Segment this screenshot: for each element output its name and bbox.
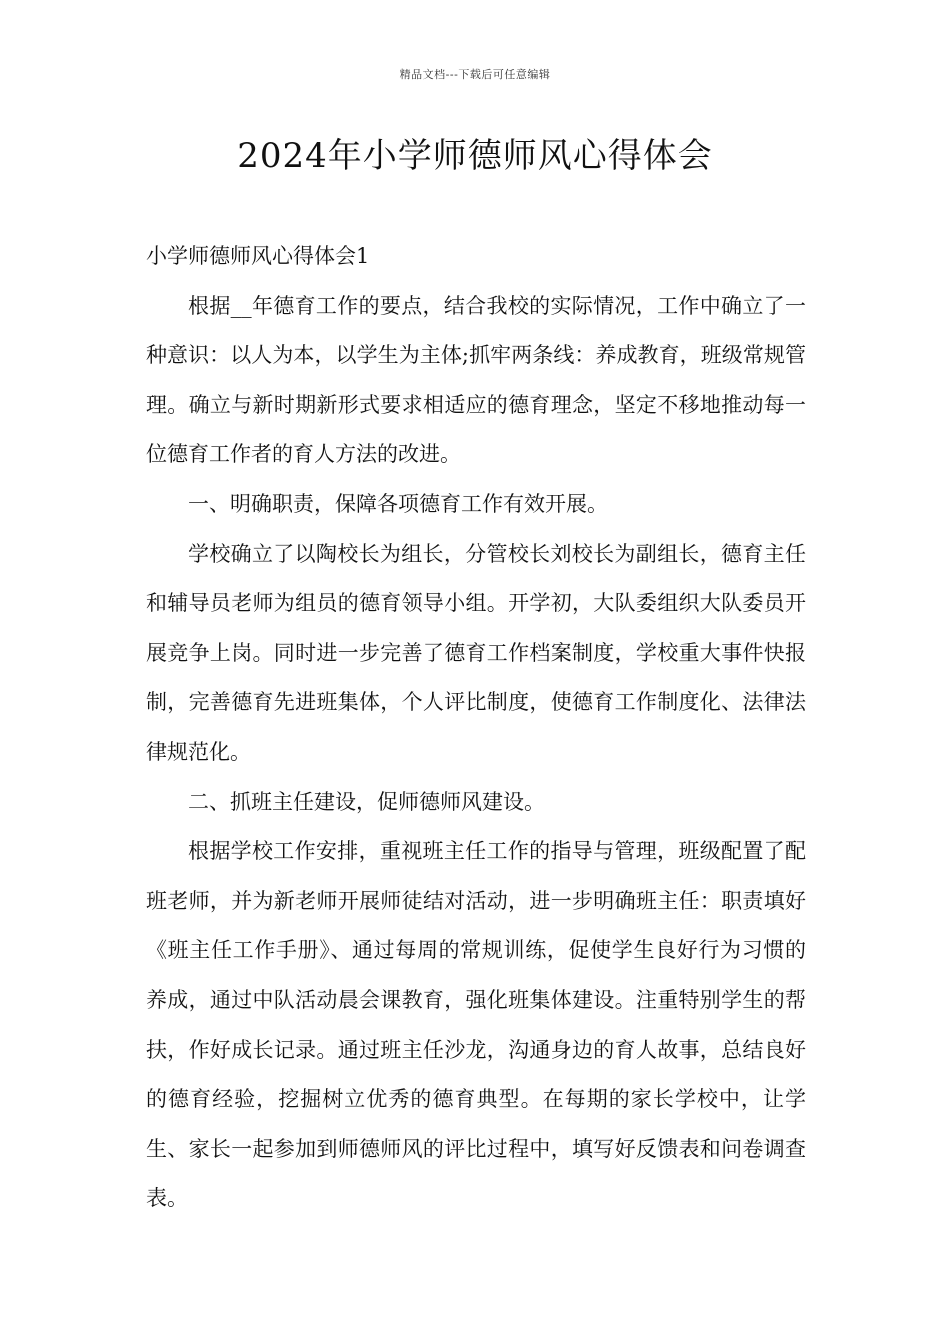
document-subtitle: 小学师德师风心得体会1 bbox=[146, 244, 370, 268]
document-body bbox=[146, 232, 806, 1224]
document-title: 2024年小学师德师风心得体会 bbox=[237, 136, 713, 176]
section-heading-2: 二、抓班主任建设，促师德师风建设。 bbox=[188, 789, 545, 814]
header-note: 精品文档---下载后可任意编辑 bbox=[399, 68, 551, 81]
paragraph-section-1: 学校确立了以陶校长为组长，分管校长刘校长为副组长，德育主任和辅导员老师为组员的德育领导小组。开学初，大队委组织大队委员开展竞争上岗。同时进一步完善了德育工作档案制度，学校重大事件快报制，完善德育先进班集体，个人评比制度，使德育工作制度化、法律法律规范化。 bbox=[146, 541, 806, 764]
paragraph-intro: 根据__年德育工作的要点，结合我校的实际情况，工作中确立了一种意识：以人为本，以学生为主体;抓牢两条线：养成教育，班级常规管理。确立与新时期新形式要求相适应的德育理念，坚定不移地推动每一位德育工作者的育人方法的改进。 bbox=[146, 293, 806, 467]
section-heading-1: 一、明确职责，保障各项德育工作有效开展。 bbox=[188, 491, 608, 516]
paragraph-section-2: 根据学校工作安排，重视班主任工作的指导与管理，班级配置了配班老师，并为新老师开展师徒结对活动，进一步明确班主任：职责填好《班主任工作手册》、通过每周的常规训练，促使学生良好行为习惯的养成，通过中队活动晨会课教育，强化班集体建设。注重特别学生的帮扶，作好成长记录。通过班主任沙龙，沟通身边的育人故事，总结良好的德育经验，挖掘树立优秀的德育典型。在每期的家长学校中，让学生、家长一起参加到师德师风的评比过程中，填写好反馈表和问卷调查表。 bbox=[146, 839, 806, 1211]
